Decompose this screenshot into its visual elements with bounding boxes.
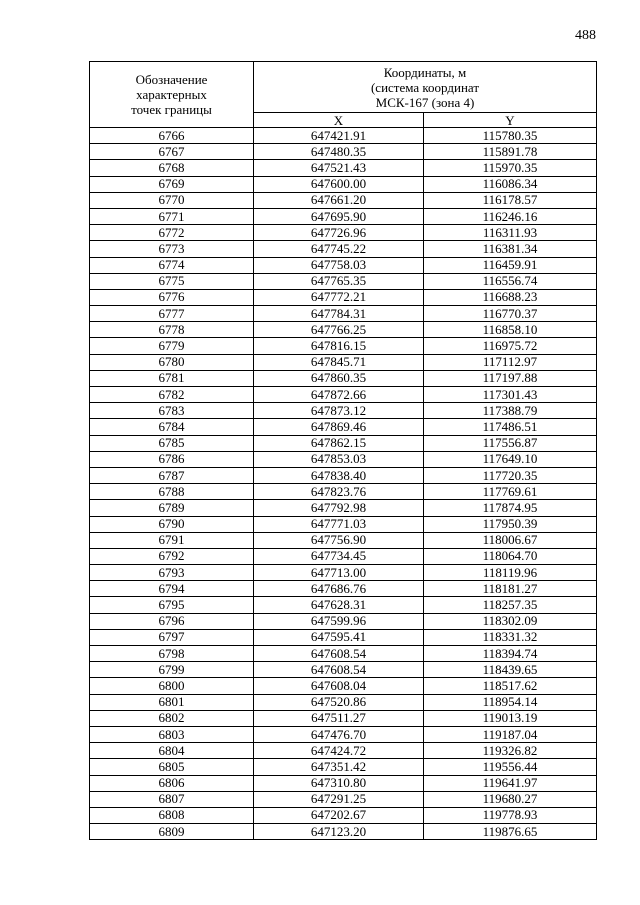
- table-row: [90, 646, 597, 662]
- table-row: [90, 824, 597, 840]
- table-row: [90, 338, 597, 354]
- point-id-cell: 6776: [90, 289, 254, 305]
- point-id-cell: 6767: [90, 144, 254, 160]
- point-id-cell: 6769: [90, 176, 254, 192]
- x-cell: 647599.96: [254, 613, 424, 629]
- point-id-cell: 6799: [90, 662, 254, 678]
- point-id-cell: 6770: [90, 192, 254, 208]
- table-row: [90, 629, 597, 645]
- point-id-cell: 6789: [90, 500, 254, 516]
- x-cell: 647758.03: [254, 257, 424, 273]
- point-id-cell: 6775: [90, 273, 254, 289]
- x-cell: 647838.40: [254, 467, 424, 483]
- table-row: [90, 548, 597, 564]
- y-cell: 118331.32: [424, 629, 597, 645]
- point-id-cell: 6804: [90, 743, 254, 759]
- table-row: [90, 160, 597, 176]
- y-cell: 116975.72: [424, 338, 597, 354]
- x-cell: 647853.03: [254, 451, 424, 467]
- table-row: [90, 403, 597, 419]
- table-row: [90, 451, 597, 467]
- table-row: [90, 532, 597, 548]
- table-row: [90, 678, 597, 694]
- table-row: [90, 225, 597, 241]
- point-id-cell: 6807: [90, 791, 254, 807]
- point-id-cell: 6806: [90, 775, 254, 791]
- point-id-cell: 6808: [90, 807, 254, 823]
- point-id-cell: 6784: [90, 419, 254, 435]
- y-cell: 118257.35: [424, 597, 597, 613]
- point-id-cell: 6785: [90, 435, 254, 451]
- x-cell: 647520.86: [254, 694, 424, 710]
- y-cell: 116086.34: [424, 176, 597, 192]
- header-point-designation: [90, 62, 254, 128]
- x-cell: 647424.72: [254, 743, 424, 759]
- x-cell: 647765.35: [254, 273, 424, 289]
- x-cell: 647600.00: [254, 176, 424, 192]
- x-cell: 647608.54: [254, 646, 424, 662]
- x-cell: 647784.31: [254, 306, 424, 322]
- y-cell: 116178.57: [424, 192, 597, 208]
- y-cell: 119680.27: [424, 791, 597, 807]
- table-row: [90, 500, 597, 516]
- x-cell: 647480.35: [254, 144, 424, 160]
- point-id-cell: 6809: [90, 824, 254, 840]
- x-cell: 647595.41: [254, 629, 424, 645]
- point-id-cell: 6780: [90, 354, 254, 370]
- y-cell: 118954.14: [424, 694, 597, 710]
- point-id-cell: 6766: [90, 128, 254, 144]
- table-row: [90, 581, 597, 597]
- y-cell: 119326.82: [424, 743, 597, 759]
- table-row: [90, 273, 597, 289]
- y-cell: 117950.39: [424, 516, 597, 532]
- table-row: [90, 759, 597, 775]
- y-cell: 117112.97: [424, 354, 597, 370]
- x-cell: 647291.25: [254, 791, 424, 807]
- x-cell: 647713.00: [254, 565, 424, 581]
- table-row: [90, 597, 597, 613]
- y-cell: 119641.97: [424, 775, 597, 791]
- y-cell: 117301.43: [424, 387, 597, 403]
- header-point-line: точек границы: [131, 102, 212, 117]
- table-body: [90, 128, 597, 840]
- point-id-cell: 6800: [90, 678, 254, 694]
- x-cell: 647766.25: [254, 322, 424, 338]
- point-id-cell: 6794: [90, 581, 254, 597]
- x-cell: 647873.12: [254, 403, 424, 419]
- point-id-cell: 6774: [90, 257, 254, 273]
- point-id-cell: 6797: [90, 629, 254, 645]
- table-row: [90, 387, 597, 403]
- y-cell: 117388.79: [424, 403, 597, 419]
- y-cell: 116858.10: [424, 322, 597, 338]
- x-cell: 647862.15: [254, 435, 424, 451]
- page-number: 488: [575, 28, 596, 43]
- point-id-cell: 6786: [90, 451, 254, 467]
- x-cell: 647734.45: [254, 548, 424, 564]
- x-cell: 647608.54: [254, 662, 424, 678]
- y-cell: 118064.70: [424, 548, 597, 564]
- x-cell: 647756.90: [254, 532, 424, 548]
- table-row: [90, 435, 597, 451]
- y-cell: 118517.62: [424, 678, 597, 694]
- point-id-cell: 6788: [90, 484, 254, 500]
- point-id-cell: 6790: [90, 516, 254, 532]
- table-row: [90, 484, 597, 500]
- table-row: [90, 289, 597, 305]
- header-coords-line: МСК-167 (зона 4): [375, 94, 475, 110]
- point-id-cell: 6783: [90, 403, 254, 419]
- point-id-cell: 6781: [90, 370, 254, 386]
- x-cell: 647860.35: [254, 370, 424, 386]
- y-cell: 115970.35: [424, 160, 597, 176]
- point-id-cell: 6778: [90, 322, 254, 338]
- table-row: [90, 419, 597, 435]
- table-row: [90, 354, 597, 370]
- header-coordinates: [254, 62, 597, 113]
- x-cell: 647123.20: [254, 824, 424, 840]
- y-cell: 118006.67: [424, 532, 597, 548]
- x-cell: 647816.15: [254, 338, 424, 354]
- y-cell: 117556.87: [424, 435, 597, 451]
- y-cell: 117720.35: [424, 467, 597, 483]
- point-id-cell: 6772: [90, 225, 254, 241]
- point-id-cell: 6795: [90, 597, 254, 613]
- point-id-cell: 6777: [90, 306, 254, 322]
- x-cell: 647869.46: [254, 419, 424, 435]
- y-cell: 119556.44: [424, 759, 597, 775]
- table-row: [90, 176, 597, 192]
- table-row: [90, 726, 597, 742]
- x-cell: 647695.90: [254, 208, 424, 224]
- x-cell: 647823.76: [254, 484, 424, 500]
- point-id-cell: 6793: [90, 565, 254, 581]
- y-cell: 118439.65: [424, 662, 597, 678]
- point-id-cell: 6805: [90, 759, 254, 775]
- table-row: [90, 241, 597, 257]
- x-cell: 647628.31: [254, 597, 424, 613]
- y-cell: 118394.74: [424, 646, 597, 662]
- x-cell: 647351.42: [254, 759, 424, 775]
- y-cell: 116381.34: [424, 241, 597, 257]
- x-cell: 647771.03: [254, 516, 424, 532]
- header-point-line: характерных: [136, 87, 207, 102]
- y-cell: 118181.27: [424, 581, 597, 597]
- y-cell: 119778.93: [424, 807, 597, 823]
- x-cell: 647845.71: [254, 354, 424, 370]
- header-coords-line: Координаты, м: [383, 64, 467, 80]
- x-cell: 647511.27: [254, 710, 424, 726]
- x-cell: 647310.80: [254, 775, 424, 791]
- x-cell: 647792.98: [254, 500, 424, 516]
- table-row: [90, 370, 597, 386]
- coordinates-table: [89, 61, 597, 840]
- point-id-cell: 6798: [90, 646, 254, 662]
- x-cell: 647476.70: [254, 726, 424, 742]
- table-header: [90, 62, 597, 128]
- point-id-cell: 6787: [90, 467, 254, 483]
- table-row: [90, 516, 597, 532]
- y-cell: 115891.78: [424, 144, 597, 160]
- x-cell: 647745.22: [254, 241, 424, 257]
- point-id-cell: 6779: [90, 338, 254, 354]
- table-row: [90, 710, 597, 726]
- y-cell: 117649.10: [424, 451, 597, 467]
- x-cell: 647521.43: [254, 160, 424, 176]
- point-id-cell: 6782: [90, 387, 254, 403]
- point-id-cell: 6802: [90, 710, 254, 726]
- y-cell: 119013.19: [424, 710, 597, 726]
- header-point-line: Обозначение: [135, 72, 208, 87]
- y-cell: 117769.61: [424, 484, 597, 500]
- table-row: [90, 662, 597, 678]
- x-cell: 647772.21: [254, 289, 424, 305]
- y-cell: 117486.51: [424, 419, 597, 435]
- point-id-cell: 6801: [90, 694, 254, 710]
- x-cell: 647661.20: [254, 192, 424, 208]
- table-row: [90, 192, 597, 208]
- point-id-cell: 6791: [90, 532, 254, 548]
- table-row: [90, 128, 597, 144]
- x-cell: 647686.76: [254, 581, 424, 597]
- table-row: [90, 208, 597, 224]
- y-cell: 119187.04: [424, 726, 597, 742]
- table-row: [90, 807, 597, 823]
- table-row: [90, 694, 597, 710]
- point-id-cell: 6768: [90, 160, 254, 176]
- y-cell: 116459.91: [424, 257, 597, 273]
- y-cell: 115780.35: [424, 128, 597, 144]
- table-row: [90, 743, 597, 759]
- y-cell: 116246.16: [424, 208, 597, 224]
- x-cell: 647872.66: [254, 387, 424, 403]
- point-id-cell: 6803: [90, 726, 254, 742]
- table-row: [90, 257, 597, 273]
- header-x: X: [254, 113, 424, 128]
- table-row: [90, 322, 597, 338]
- y-cell: 118302.09: [424, 613, 597, 629]
- table-row: [90, 144, 597, 160]
- table-row: [90, 306, 597, 322]
- y-cell: 119876.65: [424, 824, 597, 840]
- header-y: Y: [424, 113, 597, 128]
- y-cell: 116556.74: [424, 273, 597, 289]
- table-row: [90, 613, 597, 629]
- table-row: [90, 467, 597, 483]
- point-id-cell: 6796: [90, 613, 254, 629]
- y-cell: 117874.95: [424, 500, 597, 516]
- table-row: [90, 565, 597, 581]
- y-cell: 117197.88: [424, 370, 597, 386]
- y-cell: 118119.96: [424, 565, 597, 581]
- header-coords-line: (система координат: [370, 79, 480, 95]
- point-id-cell: 6792: [90, 548, 254, 564]
- x-cell: 647726.96: [254, 225, 424, 241]
- y-cell: 116688.23: [424, 289, 597, 305]
- y-cell: 116311.93: [424, 225, 597, 241]
- table-row: [90, 791, 597, 807]
- y-cell: 116770.37: [424, 306, 597, 322]
- point-id-cell: 6771: [90, 208, 254, 224]
- point-id-cell: 6773: [90, 241, 254, 257]
- x-cell: 647202.67: [254, 807, 424, 823]
- table-row: [90, 775, 597, 791]
- x-cell: 647421.91: [254, 128, 424, 144]
- x-cell: 647608.04: [254, 678, 424, 694]
